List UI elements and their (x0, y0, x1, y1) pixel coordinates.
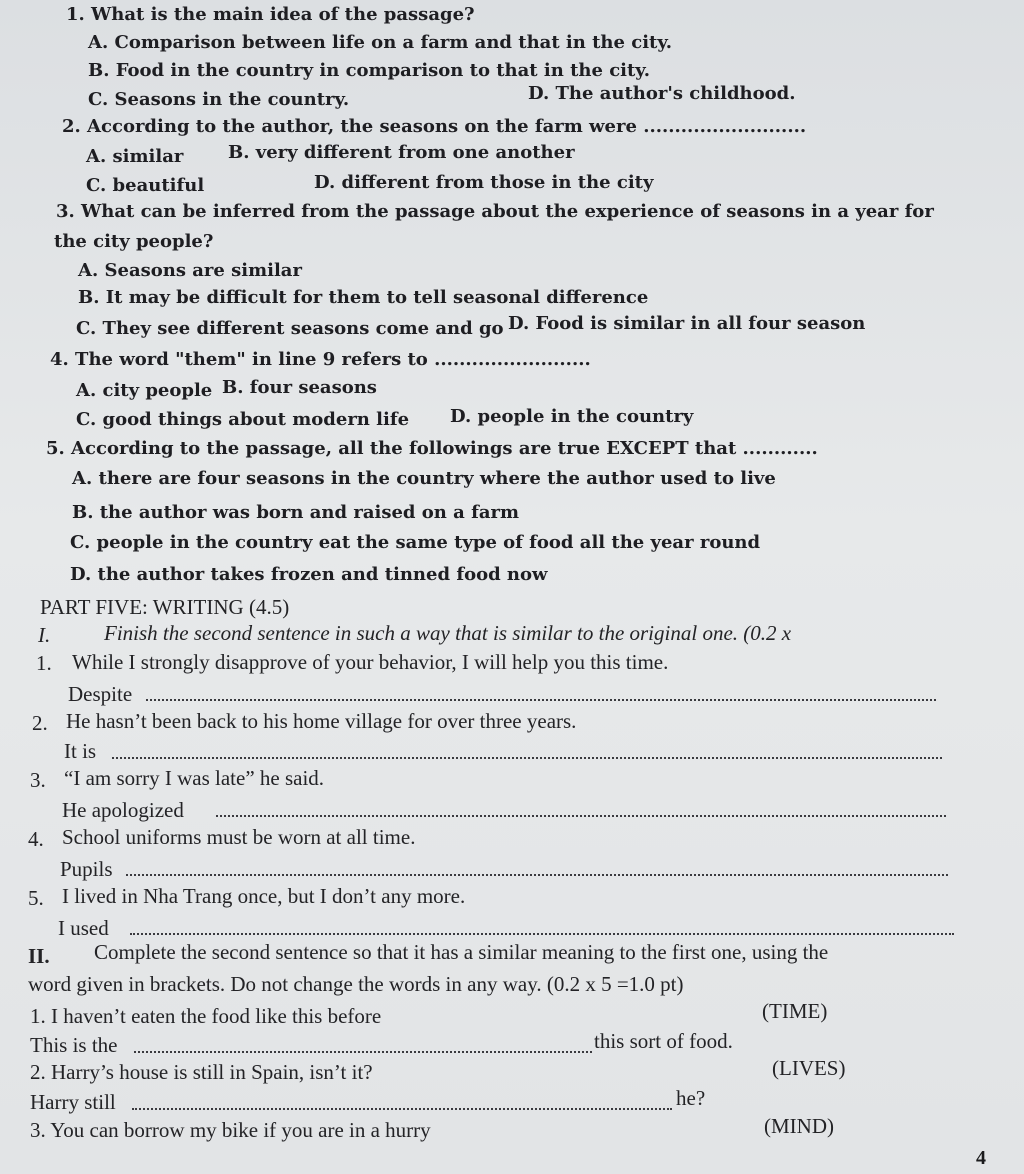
s2-item2-end: he? (676, 1086, 706, 1110)
q1-stem: 1. What is the main idea of the passage? (66, 4, 475, 25)
q1-option-d: D. The author's childhood. (528, 83, 796, 104)
s2-item1-sentence: 1. I haven’t eaten the food like this before (30, 1004, 382, 1028)
q4-option-a: A. city people (76, 380, 213, 401)
q2-option-b: B. very different from one another (228, 142, 575, 163)
q3-stem-line1: 3. What can be inferred from the passage about the experience of seasons in a year for (56, 201, 934, 222)
s1-item3-sentence: “I am sorry I was late” he said. (64, 766, 325, 790)
q2-option-a: A. similar (86, 146, 184, 167)
s2-item3-given-word: (MIND) (764, 1114, 834, 1138)
section-2-label: II. (28, 944, 50, 968)
s2-item2-start: Harry still (30, 1090, 116, 1114)
q5-option-c: C. people in the country eat the same type of food all the year round (70, 532, 761, 553)
q4-option-c: C. good things about modern life (76, 409, 410, 430)
q3-stem-line2: the city people? (54, 231, 214, 252)
q1-option-c: C. Seasons in the country. (88, 89, 350, 110)
s1-item2-sentence: He hasn’t been back to his home village for over three years. (66, 709, 577, 733)
q5-option-b: B. the author was born and raised on a farm (72, 502, 520, 523)
s2-item1-given-word: (TIME) (762, 999, 828, 1023)
section-1-label: I. (38, 623, 51, 647)
q5-option-d: D. the author takes frozen and tinned food now (70, 564, 548, 585)
page-number: 4 (976, 1147, 986, 1169)
q3-option-c: C. They see different seasons come and go (76, 318, 504, 339)
s2-item2-answer-blank[interactable] (132, 1108, 672, 1110)
q5-option-a: A. there are four seasons in the country where the author used to live (72, 468, 776, 489)
s2-item1-end: this sort of food. (594, 1029, 733, 1053)
q2-option-c: C. beautiful (86, 175, 205, 196)
s1-item2-start: It is (64, 739, 97, 763)
section-1-instruction: Finish the second sentence in such a way that is similar to the original one. (0.2 x (104, 621, 792, 645)
s1-item4-number: 4. (28, 827, 44, 851)
section-2-instruction-line1: Complete the second sentence so that it has a similar meaning to the first one, using the (94, 940, 829, 964)
s1-item5-sentence: I lived in Nha Trang once, but I don’t any more. (62, 884, 466, 908)
s1-item3-start: He apologized (62, 798, 184, 822)
s1-item2-number: 2. (32, 711, 48, 735)
q4-stem: 4. The word "them" in line 9 refers to ......................... (50, 349, 591, 370)
s1-item4-answer-blank[interactable] (126, 874, 948, 876)
q2-stem: 2. According to the author, the seasons on the farm were .......................... (62, 116, 807, 137)
s1-item5-start: I used (58, 916, 109, 940)
s1-item5-answer-blank[interactable] (130, 933, 954, 935)
s1-item1-number: 1. (36, 651, 52, 675)
s1-item1-start: Despite (68, 682, 133, 706)
s2-item1-start: This is the (30, 1033, 118, 1057)
q1-option-b: B. Food in the country in comparison to that in the city. (88, 60, 650, 81)
q3-option-b: B. It may be difficult for them to tell seasonal difference (78, 287, 649, 308)
s1-item1-sentence: While I strongly disapprove of your behavior, I will help you this time. (72, 650, 669, 674)
q5-stem: 5. According to the passage, all the followings are true EXCEPT that ............ (46, 438, 818, 459)
writing-heading: PART FIVE: WRITING (4.5) (40, 595, 290, 619)
q3-option-a: A. Seasons are similar (78, 260, 302, 281)
q2-option-d: D. different from those in the city (314, 172, 654, 193)
s1-item1-answer-blank[interactable] (146, 699, 936, 701)
s2-item2-given-word: (LIVES) (772, 1056, 846, 1080)
s1-item5-number: 5. (28, 886, 44, 910)
q1-option-a: A. Comparison between life on a farm and that in the city. (88, 32, 673, 53)
s1-item3-answer-blank[interactable] (216, 815, 946, 817)
s2-item2-sentence: 2. Harry’s house is still in Spain, isn’t it? (30, 1060, 373, 1084)
section-2-instruction-line2: word given in brackets. Do not change the words in any way. (0.2 x 5 =1.0 pt) (28, 972, 684, 996)
s1-item4-sentence: School uniforms must be worn at all time. (62, 825, 416, 849)
s1-item4-start: Pupils (60, 857, 113, 881)
q3-option-d: D. Food is similar in all four season (508, 313, 866, 334)
s2-item1-answer-blank[interactable] (134, 1051, 592, 1053)
q4-option-b: B. four seasons (222, 377, 377, 398)
q4-option-d: D. people in the country (450, 406, 694, 427)
s1-item2-answer-blank[interactable] (112, 757, 942, 759)
s2-item3-sentence: 3. You can borrow my bike if you are in a hurry (30, 1118, 431, 1142)
s1-item3-number: 3. (30, 768, 46, 792)
